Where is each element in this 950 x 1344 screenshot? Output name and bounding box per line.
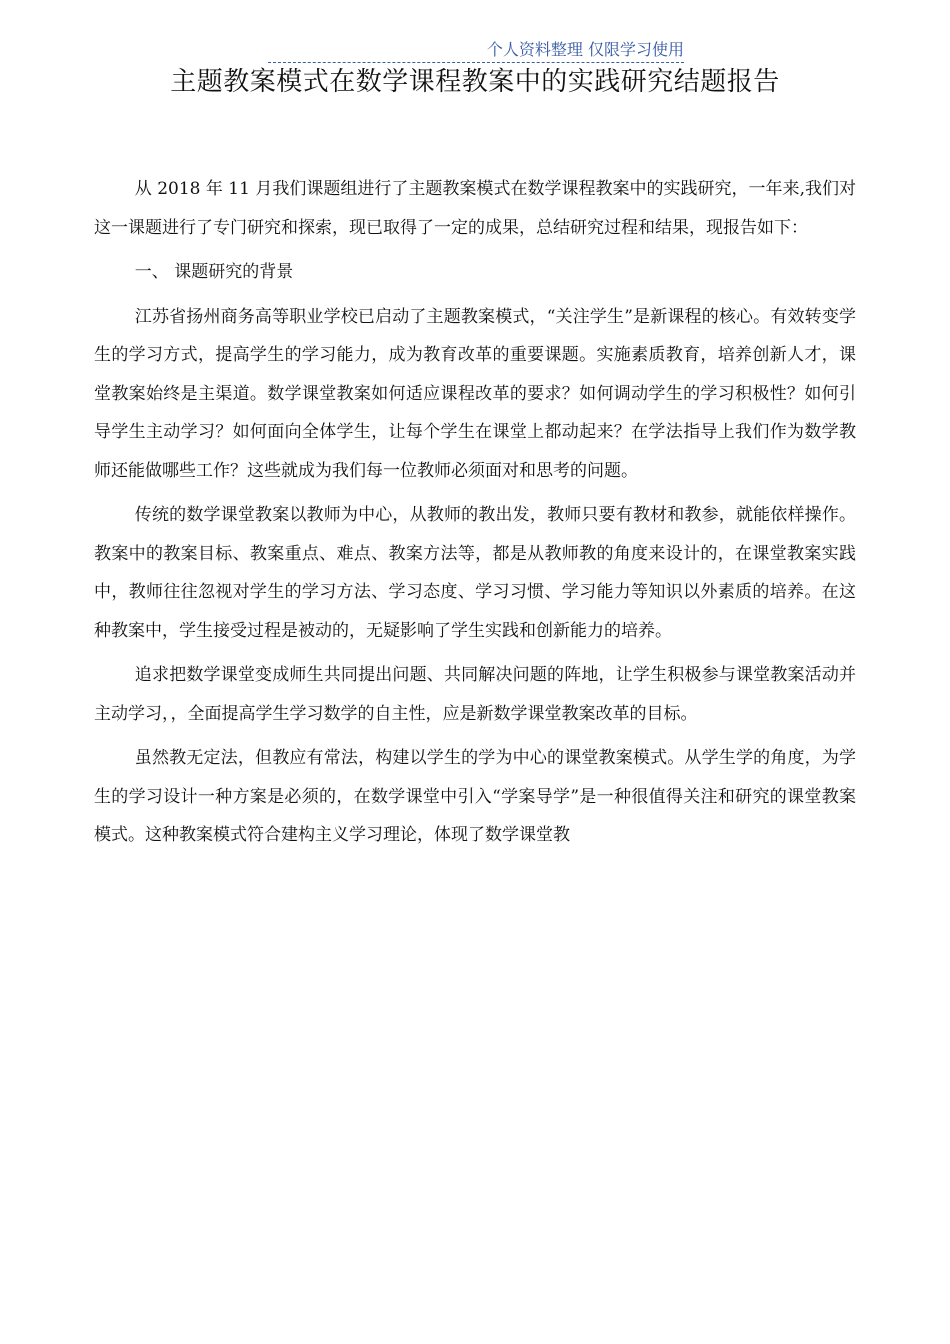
section-heading-background: 一、 课题研究的背景 [134, 262, 294, 282]
document-body [94, 170, 856, 861]
paragraph-background-3: 追求把数学课堂变成师生共同提出问题、共同解决问题的阵地，让学生积极参与课堂教案活动并主动学习，，全面提高学生学习数学的自主性，应是新数学课堂教案改革的目标。 [94, 665, 856, 724]
paragraph-background-4: 虽然教无定法，但教应有常法，构建以学生的学为中心的课堂教案模式。从学生学的角度，为学生的学习设计一种方案是必须的，在数学课堂中引入“学案导学”是一种很值得关注和研究的课堂教案模式。这种教案模式符合建构主义学习理论，体现了数学课堂教 [94, 748, 856, 845]
header-note: 个人资料整理 仅限学习使用 [268, 38, 684, 63]
paragraph-intro: 从 2018 年 11 月我们课题组进行了主题教案模式在数学课程教案中的实践研究，一年来,我们对这一课题进行了专门研究和探索，现已取得了一定的成果，总结研究过程和结果，现报告如下： [94, 179, 856, 238]
paragraph-background-2: 传统的数学课堂教案以教师为中心，从教师的教出发，教师只要有教材和教参，就能依样操作。教案中的教案目标、教案重点、难点、教案方法等，都是从教师教的角度来设计的，在课堂教案实践中，教师往往忽视对学生的学习方法、学习态度、学习习惯、学习能力等知识以外素质的培养。在这种教案中，学生接受过程是被动的，无疑影响了学生实践和创新能力的培养。 [94, 505, 856, 641]
paragraph-background-1: 江苏省扬州商务高等职业学校已启动了主题教案模式，“关注学生”是新课程的核心。有效转变学生的学习方式，提高学生的学习能力，成为教育改革的重要课题。实施素质教育，培养创新人才，课堂教案始终是主渠道。数学课堂教案如何适应课程改革的要求？如何调动学生的学习积极性？如何引导学生主动学习？如何面向全体学生，让每个学生在课堂上都动起来？在学法指导上我们作为数学教师还能做哪些工作？这些就成为我们每一位教师必须面对和思考的问题。 [94, 306, 856, 481]
document-title: 主题教案模式在数学课程教案中的实践研究结题报告 [170, 67, 780, 97]
